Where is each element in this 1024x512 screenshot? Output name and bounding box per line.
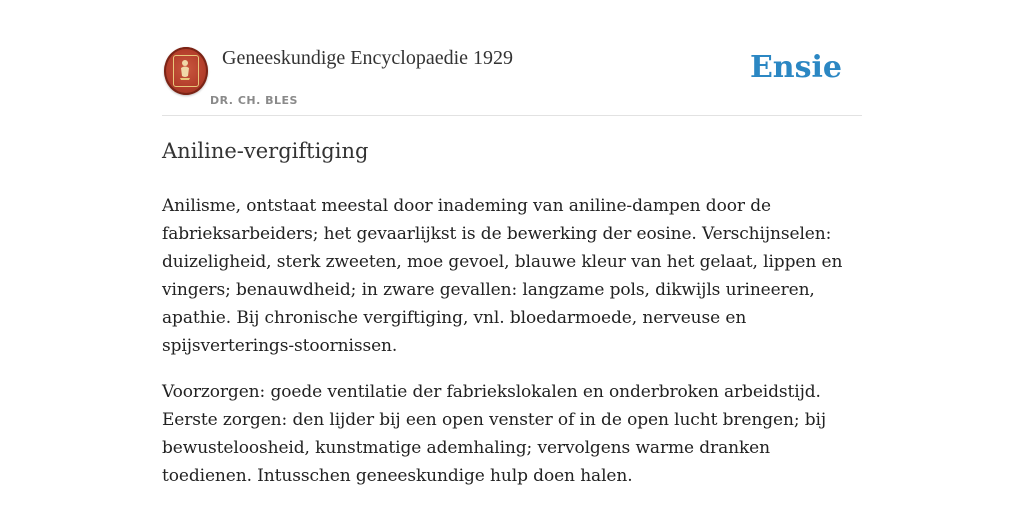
page: [162, 0, 862, 512]
article-title: Aniline-vergiftiging: [162, 139, 369, 163]
book-cover-icon[interactable]: [164, 47, 208, 95]
article-paragraph: Voorzorgen: goede ventilatie der fabriekslokalen en onderbroken arbeidstijd. Eerste zorgen: den lijder bij een open venster of in de open lucht brengen; bij bewusteloosheid, kunstmatige ademhaling; vervolgens warme dranken toedienen. Intusschen geneeskundige hulp doen halen.: [162, 382, 827, 486]
brand-logo[interactable]: Ensie: [749, 50, 842, 85]
article-paragraph: Anilisme, ontstaat meestal door inademing van aniline-dampen door de fabrieksarbeiders; het gevaarlijkst is de bewerking der eosine. Verschijnselen: duizeligheid, sterk zweeten, moe gevoel, blauwe kleur van het gelaat, lippen en vingers; benauwdheid; in zware gevallen: langzame pols, dikwijls urineeren, apathie. Bij chronische vergiftiging, vnl. bloedarmoede, nerveuse en spijsverterings-stoornissen.: [162, 196, 843, 356]
book-title[interactable]: Geneeskundige Encyclopaedie 1929: [222, 47, 514, 69]
emblem-icon: [177, 59, 193, 81]
book-author[interactable]: DR. CH. BLES: [210, 94, 298, 107]
article-body: [162, 192, 862, 508]
header: [162, 44, 862, 116]
